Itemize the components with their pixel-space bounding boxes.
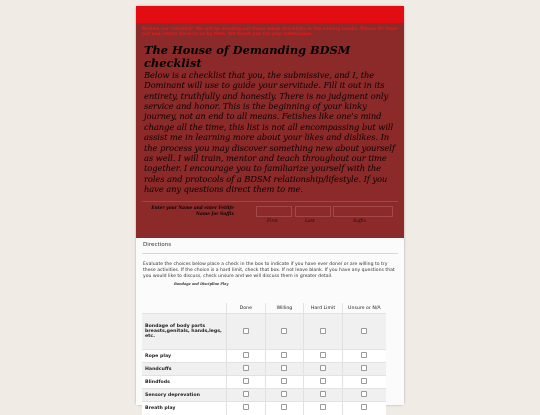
divider [142, 253, 398, 254]
last-name-sublabel: Last [305, 218, 315, 224]
willing-checkbox[interactable] [281, 328, 287, 334]
table-row [142, 350, 386, 363]
row-label: Sensory deprevation [142, 389, 227, 402]
table-row [142, 389, 386, 402]
directions-heading: Directions [143, 242, 172, 248]
form-notice: Review our checklist! We will be sending out these bdsm checklists in the coming weeks. Please fill them out and return them to us by then. We thank you for your submission. [142, 27, 398, 38]
unsure-checkbox[interactable] [361, 378, 367, 384]
form-header-bar [136, 6, 404, 23]
last-name-input[interactable] [295, 206, 331, 217]
hard-limit-checkbox[interactable] [320, 352, 326, 358]
table-row [142, 376, 386, 389]
row-label: Breath play [142, 402, 227, 415]
suffix-sublabel: Suffix [353, 218, 367, 224]
column-header: Hard Limit [304, 303, 342, 314]
done-checkbox[interactable] [243, 391, 249, 397]
willing-checkbox[interactable] [281, 378, 287, 384]
hard-limit-checkbox[interactable] [320, 365, 326, 371]
first-name-input[interactable] [256, 206, 292, 217]
done-checkbox[interactable] [243, 352, 249, 358]
form-intro-text: Below is a checklist that you, the submissive, and I, the Dominant will use to guide your servitude. Fill it out in its entirety, truthfully and honestly. There is no judgment only service and honor. This is the beginning of your kinky journey, not an end to all means. Fetishes like one's mind change all the time, this list is not all encompassing but will assist me in learning more about your likes and dislikes. In the process you may discover something new about yourself as well. I will train, mentor and teach throughout our time together. I encourage you to familiarize yourself with the roles and protocols of a BDSM relationship/lifestyle. If you have any questions direct them to me. [144, 69, 395, 195]
unsure-checkbox[interactable] [361, 352, 367, 358]
unsure-checkbox[interactable] [361, 365, 367, 371]
checkbox-matrix [142, 303, 386, 415]
willing-checkbox[interactable] [281, 404, 287, 410]
done-checkbox[interactable] [243, 404, 249, 410]
row-label: Bondage of body parts breasts,genitals, hands,legs, etc. [142, 314, 227, 350]
name-field-group [136, 205, 404, 231]
row-label: Rope play [142, 350, 227, 363]
matrix-corner [142, 303, 227, 314]
column-header: Done [227, 303, 265, 314]
suffix-input[interactable] [333, 206, 393, 217]
hard-limit-checkbox[interactable] [320, 391, 326, 397]
done-checkbox[interactable] [243, 365, 249, 371]
willing-checkbox[interactable] [281, 391, 287, 397]
hard-limit-checkbox[interactable] [320, 378, 326, 384]
form-title: The House of Demanding BDSM checklist [144, 42, 351, 70]
column-header: Unsure or N/A [342, 303, 386, 314]
directions-section [136, 238, 404, 411]
table-row [142, 402, 386, 415]
willing-checkbox[interactable] [281, 352, 287, 358]
name-field-label: Enter your Name and enter Fetlife Name for Suffix [151, 205, 234, 217]
done-checkbox[interactable] [243, 328, 249, 334]
table-row [142, 314, 386, 350]
table-row [142, 363, 386, 376]
directions-text: Evaluate the choices below place a check in the box to indicate if you have ever done/ or are willing to try these activities. If the choice is a hard limit, check that box. If not leave blank. If you have any questions that you would like to discuss, check unsure and we will discuss them in greater detail. [143, 262, 395, 279]
matrix-scroll-gutter [388, 300, 400, 405]
hard-limit-checkbox[interactable] [320, 404, 326, 410]
row-label: Handcuffs [142, 363, 227, 376]
hard-limit-checkbox[interactable] [320, 328, 326, 334]
done-checkbox[interactable] [243, 378, 249, 384]
unsure-checkbox[interactable] [361, 391, 367, 397]
willing-checkbox[interactable] [281, 365, 287, 371]
column-header: Willing [265, 303, 304, 314]
first-name-sublabel: First [267, 218, 278, 224]
form-card [136, 6, 404, 411]
row-label: Blindfods [142, 376, 227, 389]
unsure-checkbox[interactable] [361, 404, 367, 410]
divider [142, 201, 398, 202]
question-label: Bondage and Discipline Play [174, 282, 229, 287]
unsure-checkbox[interactable] [361, 328, 367, 334]
